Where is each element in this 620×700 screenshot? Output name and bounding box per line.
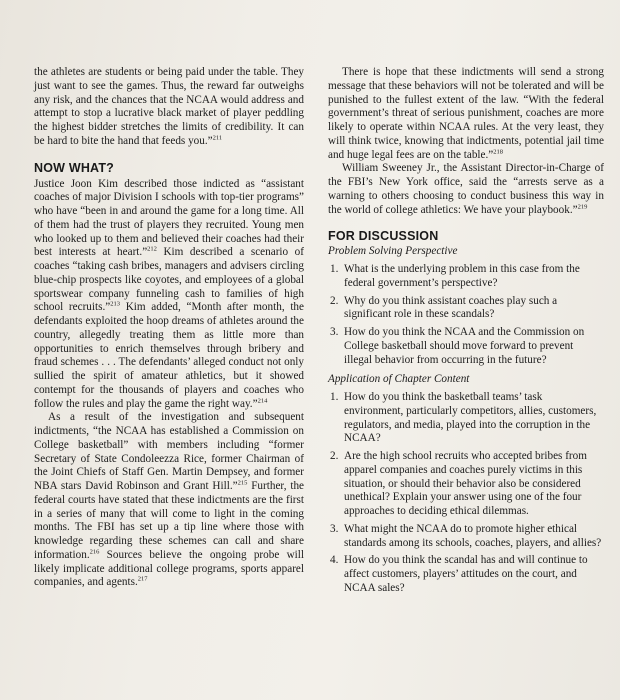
footnote-ref: 218 xyxy=(493,147,503,155)
footnote-ref: 215 xyxy=(237,479,248,487)
subheading-application: Application of Chapter Content xyxy=(328,373,470,386)
list-item: 3. What might the NCAA do to promote higher ethical standards among its schools, coaches, players, and allies? xyxy=(330,522,602,549)
footnote-ref: 211 xyxy=(212,134,223,142)
left-column xyxy=(34,66,304,590)
discussion-list-1 xyxy=(328,263,604,367)
list-item: 1. How do you think the basketball teams’ task environment, particularly competitors, allies, customers, regulators, and media, played into the corruption in the NCAA? xyxy=(330,391,597,445)
paragraph: There is hope that these indictments will send a strong message that these behaviors will not be tolerated and will be punished to the fullest extent of the law. “With the federal government’s threat of serious punishment, coaches are more likely to operate within NCAA rules. At the very least, they will think twice, knowing that indictments, potential jail time and huge legal fees are on the table.”$^{218}$ xyxy=(328,66,604,161)
section-heading-for-discussion: FOR DISCUSSION xyxy=(328,229,439,244)
footnote-ref: 219 xyxy=(577,202,588,210)
footnote-ref: 212 xyxy=(147,245,157,253)
list-item: 2. Why do you think assistant coaches play such a significant role in these scandals? xyxy=(330,294,558,321)
paragraph: Justice Joon Kim described those indicted as “assistant coaches of major Division I schools with top-tier programs” who have “been in and around the game for a long time. All of them had the trust of players they recruited. Young men who looked up to them and believed their coaches had their best interests at heart.”$^{212}$ Kim described a scenario of coaches “taking cash bribes, managers and advisers circling blue-chip prospects like coyotes, and employees of a global sportswear company funneling cash to families of high school recruits.”$^{213}$ Kim added, “Month after month, the defendants exploited the hoop dreams of athletes around the country, allegedly treating them as little more than opportunities to enrich themselves through bribery and fraud schemes . . . The defendants’ alleged conduct not only sullied the spirit of amateur athletics, but it showed contempt for the thousands of players and coaches who follow the rules and play the game the right way.”$^{214}$ xyxy=(34,177,305,410)
list-item: 2. Are the high school recruits who accepted bribes from apparel companies and coaches purely victims in this situation, or should their behavior also be considered unethical? Explain your answer using one of the four approaches to deciding ethical dilemmas. xyxy=(330,450,587,517)
paragraph: the athletes are students or being paid under the table. They just want to see the games. Thus, the reward far outweighs any risk, and the chances that the NCAA would address and attempt to stop a lucrative black market of player peddling the highest bidder stretches the limits of credibility. It can be hard to bite the hand that feeds you.”$^{211}$ xyxy=(34,66,304,147)
paragraph: As a result of the investigation and subsequent indictments, “the NCAA has established a Commission on College basketball” with members including “former Secretary of State Condoleezza Rice, former Chairman of the Joint Chiefs of Staff Gen. Martin Dempsey, and former NBA stars David Robinson and Grant Hill.”$^{215}$ Further, the federal courts have stated that these indictments are the first in a series of many that will come to light in the coming months. The FBI has set up a tip line where those with knowledge regarding these schemes can call and share information.$^{216}$ Sources believe the ongoing probe will likely implicate additional college programs, sports apparel companies, and agents.$^{217}$ xyxy=(34,411,304,589)
list-item: 3. How do you think the NCAA and the Commission on College basketball should move forward to prevent illegal behavior from occurring in the future? xyxy=(330,326,585,366)
section-heading-now-what: NOW WHAT? xyxy=(34,160,115,175)
discussion-list-2 xyxy=(328,391,604,596)
footnote-ref: 214 xyxy=(257,396,268,404)
footnote-ref: 213 xyxy=(110,300,120,308)
list-item: 4. How do you think the scandal has and will continue to affect customers, players’ attitudes on the court, and NCAA sales? xyxy=(330,554,588,594)
footnote-ref: 217 xyxy=(137,575,148,583)
footnote-ref: 216 xyxy=(89,548,100,556)
paragraph: William Sweeney Jr., the Assistant Director-in-Charge of the FBI’s New York office, said the “arrests serve as a warning to others choosing to conduct business this way in the world of college athletics: We have your playbook.”$^{219}$ xyxy=(328,162,604,216)
subheading-problem-solving: Problem Solving Perspective xyxy=(328,245,458,258)
right-column xyxy=(328,66,604,600)
list-item: 1. What is the underlying problem in this case from the federal government’s perspective? xyxy=(330,263,580,289)
